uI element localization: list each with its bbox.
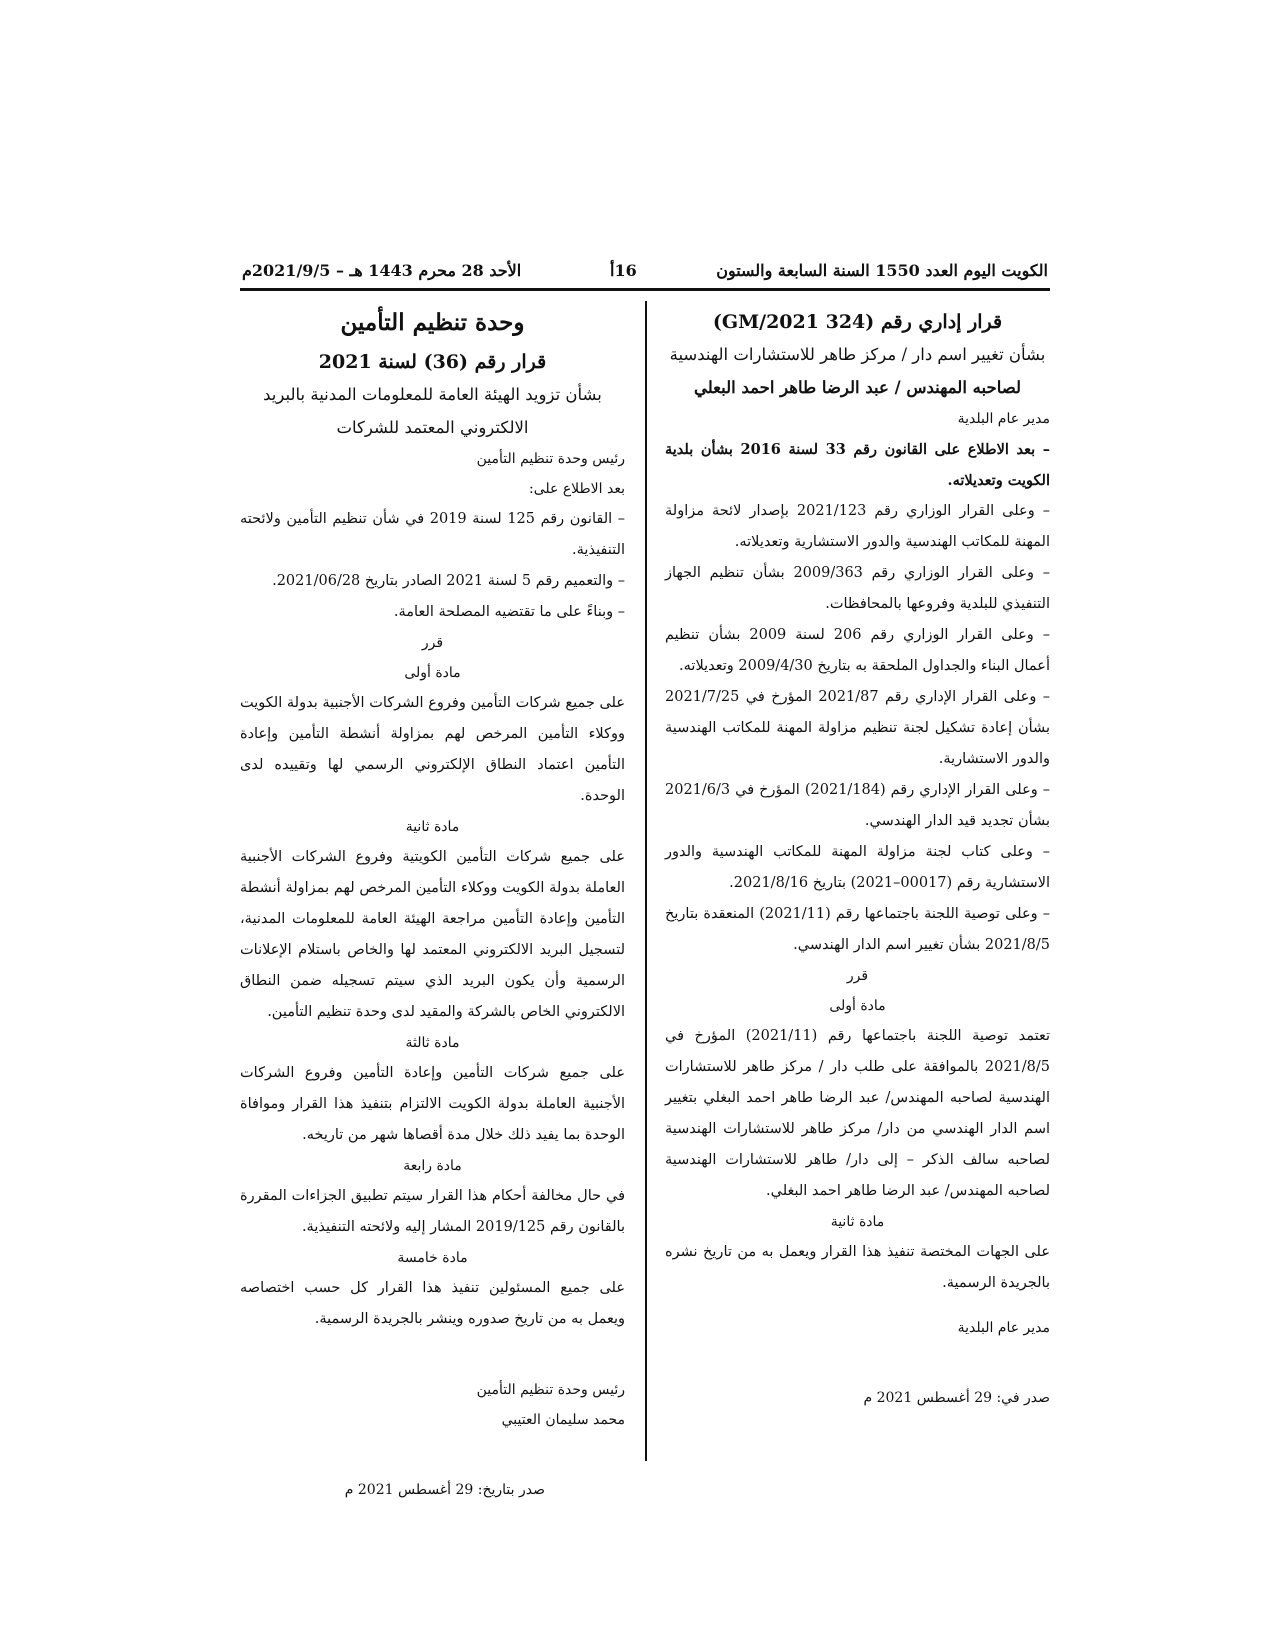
publication-date: الأحد 28 محرم 1443 هـ – 2021/9/5م [242,261,522,280]
signature-name: محمد سليمان العتيبي [501,1412,625,1428]
decided-heading: قرر [421,635,444,651]
unit-title: وحدة تنظيم التأمين [340,309,525,336]
decided-heading: قرر [846,968,869,984]
preamble-item: – بعد الاطلاع على القانون رقم 33 لسنة 2016 بشأن بلدية الكويت وتعديلاته. [665,441,1050,489]
decision-subtitle: لصاحبه المهندس / عبد الرضا طاهر احمد البعلي [693,378,1022,397]
preamble-item: – وعلى القرار الوزاري رقم 2021/123 بإصدار لائحة مزاولة المهنة للمكاتب الهندسية والدور الاستشارية وتعديلاته. [665,503,1050,550]
article-heading: مادة أولى [829,998,886,1014]
preamble-item: – وعلى القرار الوزاري رقم 206 لسنة 2009 بشأن تنظيم أعمال البناء والجداول الملحقة به بتاريخ 2009/4/30 وتعديلاته. [665,627,1050,674]
article-text: على جميع المسئولين تنفيذ هذا القرار كل حسب اختصاصه ويعمل به من تاريخ صدوره وينشر بالجريدة الرسمية. [240,1280,625,1327]
decision-subtitle: الالكتروني المعتمد للشركات [336,418,529,437]
issuer-line: رئيس وحدة تنظيم التأمين [476,451,625,467]
article-heading: مادة رابعة [403,1158,462,1174]
article-text: تعتمد توصية اللجنة باجتماعها رقم (2021/11) المؤرخ في 2021/8/5 بالموافقة على طلب دار / مركز طاهر للاستشارات الهندسية لصاحبه المهندس/ عبد الرضا طاهر احمد البغلي بتغيير اسم الدار الهندسي من دار/ مركز طاهر للاستشارات الهندسية لصاحبه سالف الذكر – إلى دار/ طاهر للاستشارات الهندسية لصاحبه المهندس/ عبد الرضا طاهر احمد البغلي. [665,1028,1050,1199]
preamble-item: – وعلى القرار الإداري رقم (2021/184) المؤرخ في 2021/6/3 بشأن تجديد قيد الدار الهندسي. [665,782,1051,829]
preamble-item: – القانون رقم 125 لسنة 2019 في شأن تنظيم التأمين ولائحته التنفيذية. [240,511,625,558]
article-text: في حال مخالفة أحكام هذا القرار سيتم تطبيق الجزاءات المقررة بالقانون رقم 2019/125 المشار إليه ولائحته التنفيذية. [240,1188,625,1235]
gazette-issue-info: الكويت اليوم العدد 1550 السنة السابعة والستون [716,261,1048,280]
preamble-item: – وعلى كتاب لجنة مزاولة المهنة للمكاتب الهندسية والدور الاستشارية رقم (00017–2021) بتاريخ 2021/8/16. [665,844,1050,891]
issue-date-line: صدر في: 29 أغسطس 2021 م [863,1390,1050,1406]
review-heading: بعد الاطلاع على: [529,481,625,497]
decision-subtitle: بشأن تغيير اسم دار / مركز طاهر للاستشارات الهندسية [669,345,1046,364]
article-text: على جميع شركات التأمين وإعادة التأمين وفروع الشركات الأجنبية العاملة بدولة الكويت الالتزام بتنفيذ هذا القرار وموافاة الوحدة بما يفيد ذلك خلال مدة أقصاها شهر من تاريخه. [240,1065,625,1143]
article-text: على جميع شركات التأمين الكويتية وفروع الشركات الأجنبية العاملة بدولة الكويت ووكلاء التأمين المرخص لهم بمزاولة أنشطة التأمين وإعادة التأمين مراجعة الهيئة العامة للمعلومات المدنية، لتسجيل البريد الالكتروني المعتمد لها والخاص باستلام الإعلانات الرسمية وأن يكون البريد الذي سيتم تسجيله ضمن النطاق الالكتروني الخاص بالشركة والمقيد لدى وحدة تنظيم التأمين. [240,849,625,1020]
article-text: على الجهات المختصة تنفيذ هذا القرار ويعمل به من تاريخ نشره بالجريدة الرسمية. [665,1244,1050,1291]
article-text: على جميع شركات التأمين وفروع الشركات الأجنبية بدولة الكويت ووكلاء التأمين المرخص لهم بمزاولة أنشطة التأمين وإعادة التأمين اعتماد النطاق الإلكتروني الرسمي لها وتقييده لدى الوحدة. [240,695,625,804]
preamble-item: – وعلى القرار الوزاري رقم 2009/363 بشأن تنظيم الجهاز التنفيذي للبلدية وفروعها بالمحافظات. [665,565,1050,612]
left-column-decision [240,306,625,1505]
article-heading: مادة خامسة [397,1250,468,1266]
preamble-item: – وعلى توصية اللجنة باجتماعها رقم (2021/11) المنعقدة بتاريخ 2021/8/5 بشأن تغيير اسم الدار الهندسي. [665,906,1050,953]
article-heading: مادة أولى [404,665,461,681]
article-heading: مادة ثالثة [405,1035,460,1051]
article-heading: مادة ثانية [405,819,460,835]
issue-date-line: صدر بتاريخ: 29 أغسطس 2021 م [344,1482,545,1498]
page-number: 16أ [610,261,637,280]
preamble-item: – وبناءً على ما تقتضيه المصلحة العامة. [393,604,625,620]
issuer-line: مدير عام البلدية [957,411,1050,427]
gazette-page [240,258,1051,1498]
decision-subtitle: بشأن تزويد الهيئة العامة للمعلومات المدنية بالبريد [263,385,602,404]
preamble-item: – والتعميم رقم 5 لسنة 2021 الصادر بتاريخ 2021/06/28. [272,573,625,589]
article-heading: مادة ثانية [830,1214,885,1230]
page-header [240,258,1050,291]
signature-line: مدير عام البلدية [957,1320,1050,1336]
right-column-decision [665,306,1050,1413]
column-divider [645,301,647,1461]
signature-title: رئيس وحدة تنظيم التأمين [476,1382,625,1398]
decision-title: قرار إداري رقم (324 GM/2021) [712,311,1003,333]
preamble-item: – وعلى القرار الإداري رقم 2021/87 المؤرخ في 2021/7/25 بشأن إعادة تشكيل لجنة تنظيم مزاولة المهنة للمكاتب الهندسية والدور الاستشارية. [665,689,1050,767]
decision-title: قرار رقم (36) لسنة 2021 [318,351,547,373]
